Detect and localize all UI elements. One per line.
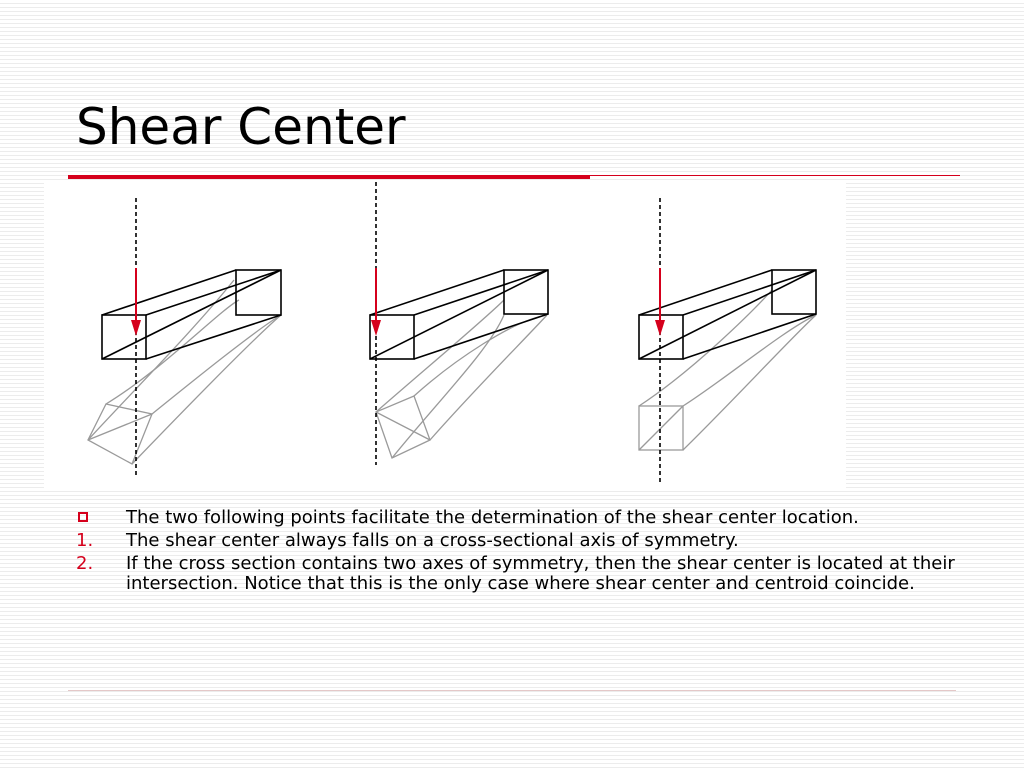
beam-3-undeformed [639,270,816,359]
item-number: 2. [76,553,94,574]
item-number: 1. [76,530,94,551]
square-bullet-icon [78,512,88,522]
title-underline-thin [590,175,960,176]
beam-3 [639,198,816,482]
numbered-item-2 [76,554,956,594]
slide-title: Shear Center [76,98,406,156]
beam-diagram [44,180,846,491]
beam-1-deformed [88,280,281,464]
item-text: The shear center always falls on a cross-sectional axis of symmetry. [126,530,739,551]
beam-3-load-arrow [655,268,665,336]
beam-2-undeformed [370,270,548,359]
numbered-item-1 [76,531,956,551]
intro-bullet [76,508,956,528]
footer-divider [68,690,956,691]
beam-2 [370,182,548,465]
beam-1 [88,198,281,478]
title-underline-accent [68,175,590,179]
intro-text: The two following points facilitate the determination of the shear center location. [126,507,859,528]
beam-2-load-arrow [371,268,381,336]
content-list [76,508,956,597]
item-text: If the cross section contains two axes of symmetry, then the shear center is located at their intersection. Notice that this is the only case where shear center and centroid coincide. [126,553,955,594]
beam-1-undeformed [102,270,281,359]
shear-center-figure [44,180,846,491]
